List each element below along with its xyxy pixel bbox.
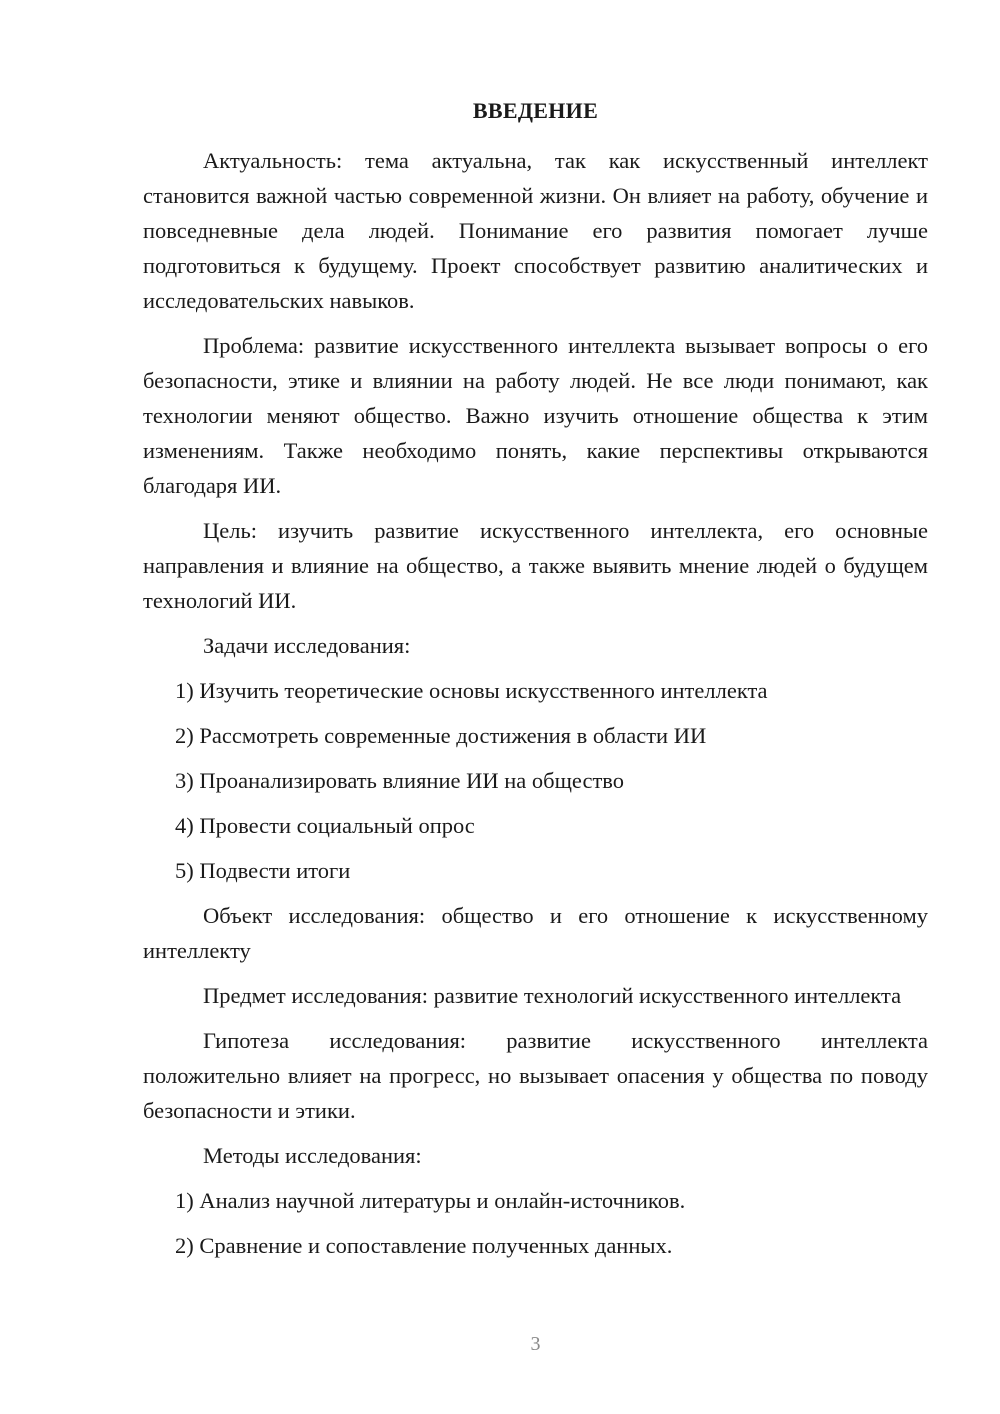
subject-paragraph: Предмет исследования: развитие технологий искусственного интеллекта	[203, 983, 902, 1008]
method-item: 2) Сравнение и сопоставление полученных данных.	[175, 1233, 673, 1258]
document-page	[143, 0, 928, 1414]
methods-heading: Методы исследования:	[203, 1143, 422, 1168]
goal-paragraph: Цель: изучить развитие искусственного интеллекта, его основные направления и влияние на общество, а также выявить мнение людей о будущем технологий ИИ.	[143, 518, 928, 613]
hypothesis-paragraph: Гипотеза исследования: развитие искусственного интеллекта положительно влияет на прогресс, но вызывает опасения у общества по поводу безопасности и этики.	[143, 1028, 928, 1123]
object-paragraph: Объект исследования: общество и его отношение к искусственному интеллекту	[143, 903, 928, 963]
task-item: 5) Подвести итоги	[175, 858, 351, 883]
problem-paragraph: Проблема: развитие искусственного интеллекта вызывает вопросы о его безопасности, этике и влиянии на работу людей. Не все люди понимают, как технологии меняют общество. Важно изучить отношение общества к этим изменениям. Также необходимо понять, какие перспективы открываются благодаря ИИ.	[143, 333, 928, 498]
task-item: 4) Провести социальный опрос	[175, 813, 475, 838]
relevance-paragraph: Актуальность: тема актуальна, так как искусственный интеллект становится важной частью современной жизни. Он влияет на работу, обучение и повседневные дела людей. Понимание его развития помогает лучше подготовиться к будущему. Проект способствует развитию аналитических и исследовательских навыков.	[143, 148, 928, 313]
task-item: 1) Изучить теоретические основы искусственного интеллекта	[175, 678, 768, 703]
task-item: 3) Проанализировать влияние ИИ на общество	[175, 768, 625, 793]
tasks-heading: Задачи исследования:	[203, 633, 411, 658]
task-item: 2) Рассмотреть современные достижения в области ИИ	[175, 723, 707, 748]
document-body	[143, 143, 928, 1273]
method-item: 1) Анализ научной литературы и онлайн-источников.	[175, 1188, 686, 1213]
page-number: 3	[530, 1333, 541, 1355]
section-title: ВВЕДЕНИЕ	[472, 98, 599, 123]
